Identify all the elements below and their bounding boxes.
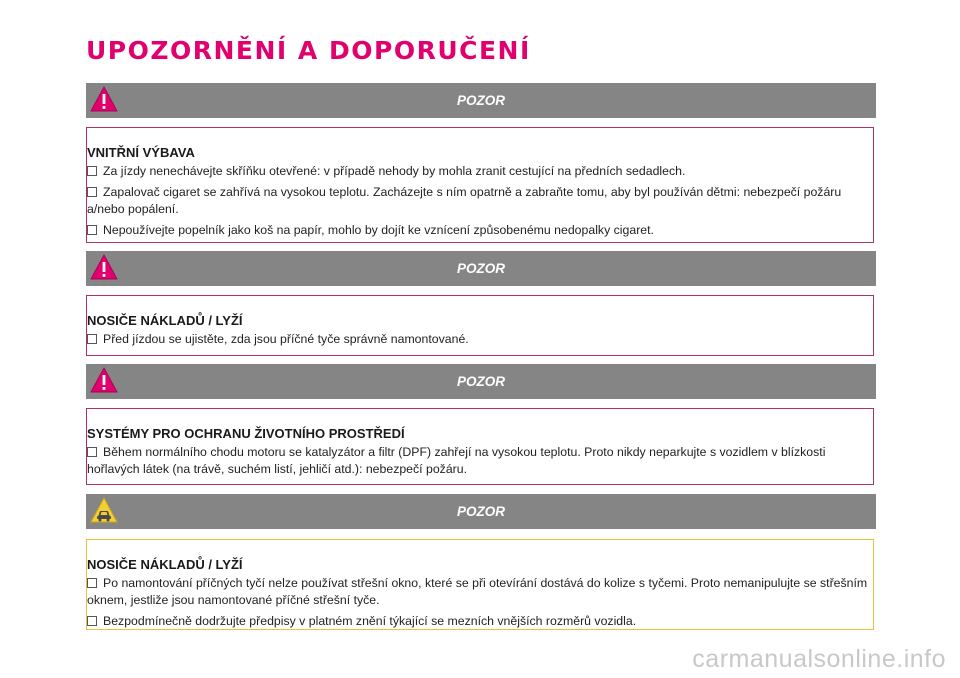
- caution-banner: [86, 494, 876, 529]
- section-heading: VNITŘNÍ VÝBAVA: [87, 145, 195, 160]
- banner-label: POZOR: [456, 261, 505, 276]
- checkbox-bullet-icon: [87, 578, 97, 588]
- watermark: carmanualsonline.info: [692, 645, 946, 673]
- section-heading: NOSIČE NÁKLADŮ / LYŽÍ: [87, 557, 243, 572]
- checkbox-bullet-icon: [87, 166, 97, 176]
- list-item: Během normálního chodu motoru se katalyzátor a filtr (DPF) zahřejí na vysokou teplotu. Proto nikdy neparkujte s vozidlem v blízkosti hořlavých látek (na trávě, suchém listí, jehličí atd.): nebezpečí požáru.: [87, 445, 826, 476]
- banner-label: POZOR: [456, 504, 505, 519]
- warning-box: [86, 295, 874, 356]
- checkbox-bullet-icon: [87, 187, 97, 197]
- section-heading: SYSTÉMY PRO OCHRANU ŽIVOTNÍHO PROSTŘEDÍ: [87, 426, 405, 441]
- warning-banner: [86, 251, 876, 286]
- warning-box: [86, 127, 874, 243]
- banner-label: POZOR: [456, 93, 505, 108]
- page-title: UPOZORNĚNÍ A DOPORUČENÍ: [86, 36, 531, 65]
- list-item: Za jízdy nenechávejte skříňku otevřené: v případě nehody by mohla zranit cestující na předních sedadlech.: [87, 163, 873, 180]
- caution-box: [86, 539, 874, 630]
- checkbox-bullet-icon: [87, 447, 97, 457]
- list-item: Nepoužívejte popelník jako koš na papír, mohlo by dojít ke vznícení způsobenému nedopalky cigaret.: [87, 222, 873, 239]
- list-item: Před jízdou se ujistěte, zda jsou příčné tyče správně namontované.: [87, 331, 873, 348]
- warning-banner: [86, 83, 876, 118]
- checkbox-bullet-icon: [87, 225, 97, 235]
- warning-banner: [86, 364, 876, 399]
- checkbox-bullet-icon: [87, 616, 97, 626]
- banner-label: POZOR: [456, 374, 505, 389]
- list-item: Bezpodmínečně dodržujte předpisy v platném znění týkající se mezních vnějších rozměrů vozidla.: [87, 613, 873, 630]
- list-item: Po namontování příčných tyčí nelze používat střešní okno, které se při otevírání dostává do kolize s tyčemi. Proto nemanipulujte se střešním oknem, jestliže jsou namontované příčné střešní tyče.: [87, 576, 868, 607]
- section-heading: NOSIČE NÁKLADŮ / LYŽÍ: [87, 313, 243, 328]
- warning-box: [86, 408, 874, 485]
- checkbox-bullet-icon: [87, 334, 97, 344]
- list-item: Zapalovač cigaret se zahřívá na vysokou teplotu. Zacházejte s ním opatrně a zabraňte tomu, aby byl používán dětmi: nebezpečí požáru a/nebo popálení.: [87, 185, 842, 216]
